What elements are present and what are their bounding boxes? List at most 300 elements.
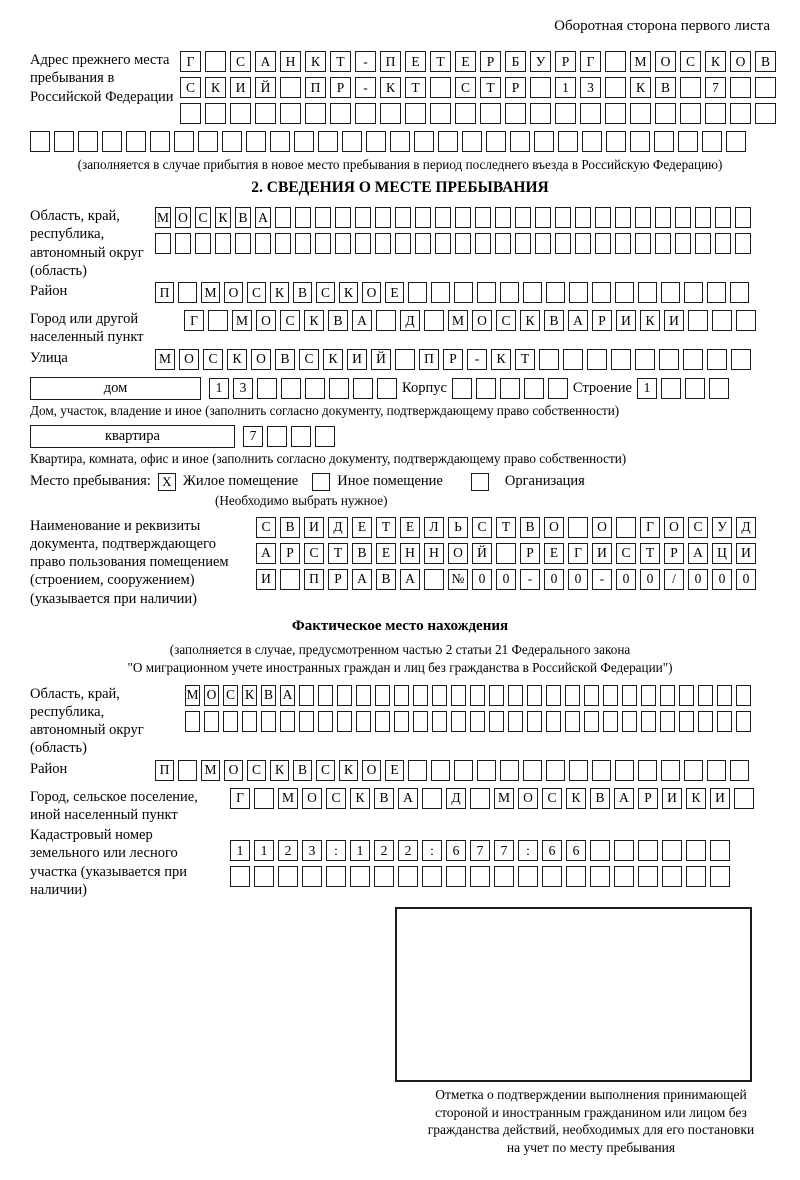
char-cell	[454, 760, 473, 781]
char-cell	[539, 349, 559, 370]
char-cell: К	[205, 77, 226, 98]
char-row	[637, 378, 729, 399]
char-cell	[195, 233, 211, 254]
char-cell	[455, 207, 471, 228]
stay-place-row	[30, 473, 770, 491]
char-cell	[558, 131, 578, 152]
char-cell	[380, 103, 401, 124]
char-cell	[375, 685, 390, 706]
city-label: Город или другой населенный пункт	[30, 311, 144, 346]
char-cell	[592, 760, 611, 781]
char-cell: 0	[544, 569, 564, 590]
char-cell	[736, 310, 756, 331]
char-cell: С	[680, 51, 701, 72]
char-cell: П	[304, 569, 324, 590]
char-cell: Ц	[712, 543, 732, 564]
char-cell	[717, 685, 732, 706]
char-cell: Т	[330, 51, 351, 72]
char-cell	[422, 866, 442, 887]
district-group	[30, 282, 770, 308]
stamp-caption-line3: гражданства действий, необходимых для его постановки	[427, 1122, 755, 1138]
char-cell: С	[455, 77, 476, 98]
char-cell	[337, 685, 352, 706]
char-cell: С	[316, 282, 335, 303]
char-cell	[355, 103, 376, 124]
char-cell	[710, 840, 730, 861]
char-cell: Р	[638, 788, 658, 809]
char-cell: П	[419, 349, 439, 370]
char-cell: О	[362, 760, 381, 781]
char-cell	[295, 233, 311, 254]
char-cell: М	[278, 788, 298, 809]
char-cell: 7	[243, 426, 263, 447]
char-cell	[675, 233, 691, 254]
char-cell: В	[374, 788, 394, 809]
char-cell: О	[251, 349, 271, 370]
char-cell: 6	[542, 840, 562, 861]
char-cell: А	[255, 51, 276, 72]
char-cell: К	[215, 207, 231, 228]
char-cell	[587, 349, 607, 370]
char-cell	[204, 711, 219, 732]
char-cell: Р	[443, 349, 463, 370]
fact-city-label: Город, сельское поселение, иной населенный пункт	[30, 788, 198, 823]
char-cell: М	[448, 310, 468, 331]
char-cell: В	[544, 310, 564, 331]
char-cell	[523, 282, 542, 303]
char-cell	[155, 233, 171, 254]
char-cell: Е	[385, 760, 404, 781]
char-cell	[395, 207, 411, 228]
char-cell: И	[592, 543, 612, 564]
char-cell: М	[155, 349, 175, 370]
char-cell: С	[256, 517, 276, 538]
char-cell: №	[448, 569, 468, 590]
char-cell	[680, 103, 701, 124]
char-cell: Е	[376, 543, 396, 564]
fact-region-label: Область, край, республика, автономный округ (область)	[30, 685, 144, 757]
char-cell	[606, 131, 626, 152]
char-cell: Е	[385, 282, 404, 303]
char-cell: И	[736, 543, 756, 564]
char-cell	[126, 131, 146, 152]
char-cell: И	[256, 569, 276, 590]
char-cell: В	[293, 760, 312, 781]
char-cell	[208, 310, 228, 331]
char-cell	[254, 866, 274, 887]
char-cell	[432, 711, 447, 732]
char-cell: -	[592, 569, 612, 590]
char-cell	[222, 131, 242, 152]
char-row	[185, 711, 751, 732]
char-cell	[638, 866, 658, 887]
char-cell	[630, 103, 651, 124]
char-cell	[408, 282, 427, 303]
char-cell	[755, 103, 776, 124]
char-cell: С	[299, 349, 319, 370]
char-row	[230, 866, 730, 887]
char-cell: 1	[230, 840, 250, 861]
char-cell	[524, 378, 544, 399]
char-cell	[698, 711, 713, 732]
char-cell	[515, 207, 531, 228]
document-group	[30, 517, 770, 608]
char-cell	[470, 711, 485, 732]
char-cell	[415, 233, 431, 254]
char-cell: С	[472, 517, 492, 538]
actual-location-note-line2: "О миграционном учете иностранных граждан и лиц без гражданства в Российской Федерации")	[127, 659, 673, 675]
char-row	[155, 349, 751, 370]
char-cell: 7	[470, 840, 490, 861]
char-cell: Р	[330, 77, 351, 98]
char-row	[155, 760, 749, 781]
char-cell	[315, 207, 331, 228]
char-cell	[375, 711, 390, 732]
char-cell	[662, 866, 682, 887]
char-cell	[375, 207, 391, 228]
char-cell	[715, 233, 731, 254]
char-cell: К	[705, 51, 726, 72]
char-cell: Й	[255, 77, 276, 98]
region-label: Область, край, республика, автономный округ (область)	[30, 208, 144, 279]
char-cell	[413, 711, 428, 732]
other-premises-checkbox	[312, 473, 330, 491]
char-cell: П	[380, 51, 401, 72]
char-cell: К	[227, 349, 247, 370]
char-cell	[592, 282, 611, 303]
char-cell	[438, 131, 458, 152]
char-cell: И	[662, 788, 682, 809]
char-cell: П	[155, 282, 174, 303]
char-cell	[414, 131, 434, 152]
char-cell	[675, 207, 691, 228]
char-cell	[230, 866, 250, 887]
char-cell	[302, 866, 322, 887]
char-cell: И	[230, 77, 251, 98]
char-cell	[730, 103, 751, 124]
char-cell	[305, 378, 325, 399]
char-cell	[329, 378, 349, 399]
char-cell	[355, 207, 371, 228]
char-cell	[710, 866, 730, 887]
region-group	[30, 207, 770, 280]
char-cell: А	[614, 788, 634, 809]
fact-region-group	[30, 685, 770, 758]
char-cell: О	[448, 543, 468, 564]
char-cell	[615, 233, 631, 254]
char-cell	[638, 760, 657, 781]
char-cell: 0	[568, 569, 588, 590]
char-cell	[280, 77, 301, 98]
char-cell	[518, 866, 538, 887]
char-cell	[566, 866, 586, 887]
char-cell: О	[204, 685, 219, 706]
char-cell	[356, 711, 371, 732]
char-cell: Т	[640, 543, 660, 564]
char-cell	[615, 282, 634, 303]
char-cell	[616, 517, 636, 538]
char-cell: -	[355, 51, 376, 72]
char-cell	[568, 517, 588, 538]
char-cell	[735, 233, 751, 254]
char-cell: С	[496, 310, 516, 331]
char-cell: В	[520, 517, 540, 538]
char-cell	[255, 103, 276, 124]
char-cell: 1	[209, 378, 229, 399]
char-row	[180, 77, 776, 98]
char-cell	[330, 103, 351, 124]
char-cell: Р	[505, 77, 526, 98]
char-cell	[422, 788, 442, 809]
char-cell: М	[494, 788, 514, 809]
char-cell	[683, 349, 703, 370]
char-cell: М	[185, 685, 200, 706]
char-cell	[255, 233, 271, 254]
char-cell: Г	[184, 310, 204, 331]
char-cell	[603, 685, 618, 706]
fact-district-group	[30, 760, 770, 786]
char-cell	[280, 103, 301, 124]
char-cell	[707, 349, 727, 370]
char-cell: А	[352, 569, 372, 590]
char-cell	[242, 711, 257, 732]
char-cell	[305, 103, 326, 124]
char-cell: Д	[400, 310, 420, 331]
char-cell	[734, 788, 754, 809]
char-cell	[476, 378, 496, 399]
char-cell	[542, 866, 562, 887]
char-cell	[707, 760, 726, 781]
char-cell	[455, 103, 476, 124]
char-cell: К	[270, 282, 289, 303]
city-group	[30, 310, 770, 347]
char-row	[230, 788, 754, 809]
char-cell	[495, 207, 511, 228]
char-cell	[630, 131, 650, 152]
char-cell	[424, 310, 444, 331]
char-cell	[280, 569, 300, 590]
char-cell	[705, 103, 726, 124]
char-cell	[530, 77, 551, 98]
char-cell	[736, 685, 751, 706]
char-cell	[730, 282, 749, 303]
house-type-box: дом	[30, 377, 201, 400]
char-cell: В	[261, 685, 276, 706]
char-cell	[376, 310, 396, 331]
char-cell: В	[280, 517, 300, 538]
char-cell: :	[422, 840, 442, 861]
char-cell	[356, 685, 371, 706]
char-cell	[205, 51, 226, 72]
char-cell	[575, 207, 591, 228]
char-cell	[275, 233, 291, 254]
region-rows	[155, 207, 751, 259]
previous-address-rows	[180, 51, 776, 129]
char-row	[185, 685, 751, 706]
section2-title: 2. СВЕДЕНИЯ О МЕСТЕ ПРЕБЫВАНИЯ	[251, 179, 549, 196]
char-cell: Г	[580, 51, 601, 72]
char-cell	[712, 310, 732, 331]
char-cell: К	[305, 51, 326, 72]
char-cell: Т	[480, 77, 501, 98]
char-cell	[431, 282, 450, 303]
previous-address-group	[30, 51, 770, 129]
organization-checkbox	[471, 473, 489, 491]
char-row	[180, 103, 776, 124]
char-cell	[230, 103, 251, 124]
char-cell	[299, 711, 314, 732]
char-cell	[267, 426, 287, 447]
char-cell: 0	[616, 569, 636, 590]
char-cell: О	[664, 517, 684, 538]
char-cell	[654, 131, 674, 152]
char-cell	[611, 349, 631, 370]
char-cell	[299, 685, 314, 706]
char-cell: М	[232, 310, 252, 331]
char-cell: 0	[712, 569, 732, 590]
char-cell	[254, 788, 274, 809]
char-cell	[489, 711, 504, 732]
char-cell	[582, 131, 602, 152]
char-cell	[455, 233, 471, 254]
char-cell	[575, 233, 591, 254]
char-cell	[686, 840, 706, 861]
char-row	[230, 840, 730, 861]
char-cell: И	[304, 517, 324, 538]
char-cell	[515, 233, 531, 254]
char-cell	[595, 233, 611, 254]
char-cell: 2	[374, 840, 394, 861]
char-cell	[326, 866, 346, 887]
char-row	[209, 378, 397, 399]
char-cell	[546, 282, 565, 303]
char-cell	[335, 207, 351, 228]
char-row	[180, 51, 776, 72]
char-cell	[375, 233, 391, 254]
char-cell: В	[755, 51, 776, 72]
building-label: Корпус	[402, 379, 447, 396]
char-cell: С	[280, 310, 300, 331]
char-cell	[534, 131, 554, 152]
char-cell	[500, 760, 519, 781]
char-cell: П	[305, 77, 326, 98]
char-cell	[475, 207, 491, 228]
char-cell: У	[530, 51, 551, 72]
char-cell: М	[630, 51, 651, 72]
char-cell	[424, 569, 444, 590]
char-cell: А	[688, 543, 708, 564]
char-cell: Т	[405, 77, 426, 98]
char-cell: В	[275, 349, 295, 370]
char-cell	[102, 131, 122, 152]
char-cell: 2	[398, 840, 418, 861]
char-cell: Р	[555, 51, 576, 72]
char-cell	[615, 760, 634, 781]
char-cell	[435, 207, 451, 228]
char-cell: К	[304, 310, 324, 331]
char-cell	[205, 103, 226, 124]
char-cell	[508, 711, 523, 732]
char-cell	[235, 233, 251, 254]
char-cell	[495, 233, 511, 254]
fact-city-group	[30, 788, 770, 825]
char-cell	[366, 131, 386, 152]
char-cell	[494, 866, 514, 887]
char-cell	[508, 685, 523, 706]
char-cell: Г	[568, 543, 588, 564]
char-cell	[435, 233, 451, 254]
char-cell	[395, 349, 415, 370]
char-cell: С	[230, 51, 251, 72]
char-cell: К	[566, 788, 586, 809]
char-cell	[318, 131, 338, 152]
char-cell: 6	[446, 840, 466, 861]
document-label: Наименование и реквизиты документа, подтверждающего право пользования помещением (строением, сооружением) (указывается при наличии)	[30, 517, 229, 607]
char-cell	[615, 207, 631, 228]
char-cell	[546, 685, 561, 706]
char-cell	[175, 233, 191, 254]
char-cell: В	[376, 569, 396, 590]
char-cell	[480, 103, 501, 124]
char-cell	[638, 282, 657, 303]
char-cell	[679, 711, 694, 732]
char-cell	[709, 378, 729, 399]
char-cell: С	[203, 349, 223, 370]
char-cell	[452, 378, 472, 399]
char-cell	[695, 207, 711, 228]
district-label: Район	[30, 283, 68, 300]
char-cell	[605, 103, 626, 124]
char-cell: Р	[520, 543, 540, 564]
char-cell: К	[323, 349, 343, 370]
char-cell	[394, 685, 409, 706]
char-cell	[510, 131, 530, 152]
char-cell: В	[328, 310, 348, 331]
char-cell: С	[247, 282, 266, 303]
char-cell: В	[235, 207, 251, 228]
char-cell: К	[630, 77, 651, 98]
char-cell: Г	[180, 51, 201, 72]
char-cell	[659, 349, 679, 370]
char-cell	[580, 103, 601, 124]
char-row	[256, 569, 756, 590]
char-cell: А	[400, 569, 420, 590]
char-cell	[680, 77, 701, 98]
char-cell	[451, 685, 466, 706]
char-cell	[215, 233, 231, 254]
char-cell: Т	[515, 349, 535, 370]
stamp-caption	[382, 1086, 800, 1156]
char-cell	[717, 711, 732, 732]
char-cell	[590, 866, 610, 887]
char-cell: С	[247, 760, 266, 781]
char-cell: Е	[544, 543, 564, 564]
char-cell: Е	[400, 517, 420, 538]
char-cell	[295, 207, 311, 228]
char-cell	[315, 233, 331, 254]
char-cell	[355, 233, 371, 254]
char-cell	[318, 711, 333, 732]
char-cell	[546, 760, 565, 781]
char-cell: К	[350, 788, 370, 809]
char-cell	[30, 131, 50, 152]
char-cell: Р	[664, 543, 684, 564]
char-cell	[430, 103, 451, 124]
char-cell	[405, 103, 426, 124]
char-cell	[150, 131, 170, 152]
char-cell: -	[520, 569, 540, 590]
other-premises-label: Иное помещение	[337, 473, 443, 490]
